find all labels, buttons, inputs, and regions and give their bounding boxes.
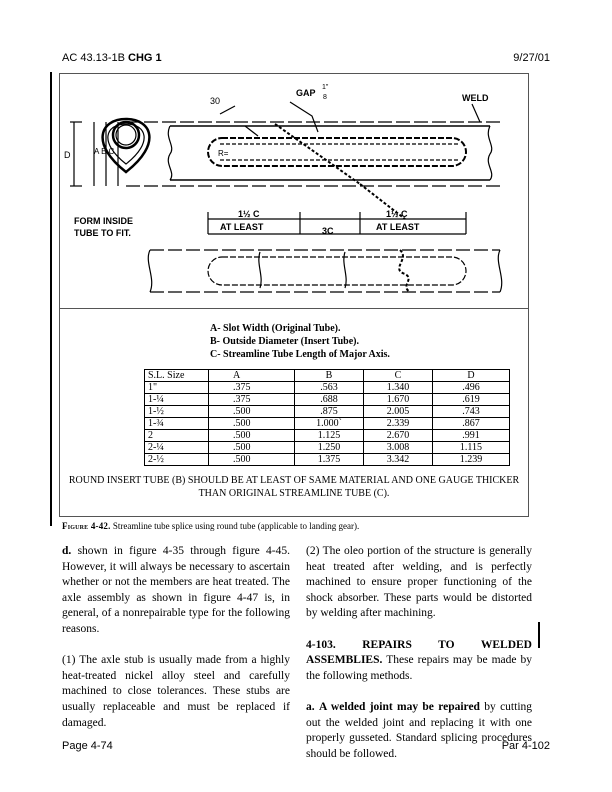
cell-c: 2.005 <box>364 406 433 418</box>
col-header-a: A <box>209 370 295 382</box>
insert-tube-bore <box>116 125 136 145</box>
half-c-right-label: 1½ C <box>386 209 408 219</box>
cell-a: .500 <box>209 442 295 454</box>
at-least-left-label: AT LEAST <box>220 222 264 232</box>
paragraph-d <box>62 544 290 638</box>
cell-size: 2-¼ <box>145 442 209 454</box>
cell-b: .875 <box>295 406 364 418</box>
cell-b: .563 <box>295 382 364 394</box>
cell-d: .743 <box>433 406 510 418</box>
cell-d: 1.239 <box>433 454 510 466</box>
insert-tube-elevation <box>208 138 466 166</box>
table-header-row <box>145 370 510 382</box>
paragraph-1: (1) The axle stub is usually made from a highly heat-treated nickel alloy steel and carefully machined to close tolerances. These stubs are usually replaceable and must be replaced if damaged. <box>62 654 290 729</box>
table-row <box>145 442 510 454</box>
dim-d-label: D <box>64 150 71 160</box>
col-header-d: D <box>433 370 510 382</box>
splice-drawing-svg <box>60 74 528 308</box>
cell-d: .496 <box>433 382 510 394</box>
figure-caption-text: Streamline tube splice using round tube (applicable to landing gear). <box>112 521 360 531</box>
cell-a: .375 <box>209 394 295 406</box>
half-c-left-label: 1½ C <box>238 209 260 219</box>
table-row <box>145 454 510 466</box>
cell-a: .500 <box>209 418 295 430</box>
cell-b: 1.375 <box>295 454 364 466</box>
body-column-left <box>62 544 290 747</box>
header-date: 9/27/01 <box>513 52 550 64</box>
paragraph-d-text: shown in figure 4-35 through figure 4-45. However, it will always be necessary to ascertain whether or not the members are heat treated. The axle assembly as shown in figure 4-47 is, in general, of a nonrepairable type for the following reasons. <box>62 545 291 635</box>
figure-legend <box>210 322 390 361</box>
cell-b: 1.000` <box>295 418 364 430</box>
col-header-size: S.L. Size <box>145 370 209 382</box>
cell-c: 3.342 <box>364 454 433 466</box>
cell-size: 1-½ <box>145 406 209 418</box>
gap-denominator: 8 <box>323 94 327 101</box>
legend-a: A- Slot Width (Original Tube). <box>210 323 341 334</box>
cell-c: 2.339 <box>364 418 433 430</box>
cell-d: .867 <box>433 418 510 430</box>
table-row <box>145 394 510 406</box>
paragraph-2: (2) The oleo portion of the structure is generally heat treated after welding, and is perfectly machined to ensure proper functioning of the shock absorber. These parts would be distorted by welding after machining. <box>306 545 532 620</box>
insert-tube-lower-elevation <box>208 257 466 285</box>
figure-4-42 <box>59 73 529 517</box>
table-row <box>145 382 510 394</box>
footer-page-number: Page 4-74 <box>62 740 113 752</box>
radius-label: R= <box>218 149 229 158</box>
cell-size: 1-¾ <box>145 418 209 430</box>
insert-tube-section <box>113 122 139 148</box>
section-heading: 4-103. REPAIRS TO WELDED ASSEMBLIES. <box>306 638 532 667</box>
gap-label: GAP <box>296 88 316 98</box>
insert-tube-note: ROUND INSERT TUBE (B) SHOULD BE AT LEAST OF SAME MATERIAL AND ONE GAUGE THICKER THAN ORIGINAL STREAMLINE TUBE (C). <box>68 475 520 499</box>
cell-c: 1.670 <box>364 394 433 406</box>
table-row <box>145 418 510 430</box>
three-c-label: 3C <box>322 226 334 236</box>
dim-abc-label: A B C <box>94 147 115 156</box>
legend-b: B- Outside Diameter (Insert Tube). <box>210 336 359 347</box>
paragraph-a <box>306 700 532 762</box>
cell-c: 2.670 <box>364 430 433 442</box>
cell-d: 1.115 <box>433 442 510 454</box>
section-text: These repairs may be made by the following methods. <box>306 654 532 682</box>
section-4-103 <box>306 638 532 685</box>
cell-a: .500 <box>209 454 295 466</box>
splice-drawing <box>60 74 528 309</box>
cell-size: 2 <box>145 430 209 442</box>
figure-caption-label: Figure 4-42. <box>62 521 111 531</box>
cell-size: 2-½ <box>145 454 209 466</box>
table-row <box>145 430 510 442</box>
splice-size-table <box>144 369 510 466</box>
cell-b: .688 <box>295 394 364 406</box>
change-number: CHG 1 <box>128 52 162 64</box>
cell-d: .991 <box>433 430 510 442</box>
gap-value: 1" <box>322 84 329 91</box>
cell-b: 1.250 <box>295 442 364 454</box>
col-header-c: C <box>364 370 433 382</box>
cell-size: 1" <box>145 382 209 394</box>
cell-a: .375 <box>209 382 295 394</box>
body-column-right <box>306 544 532 762</box>
cell-c: 1.340 <box>364 382 433 394</box>
figure-caption <box>62 521 359 531</box>
paragraph-d-label: d. <box>62 545 72 557</box>
paragraph-a-text: by cutting out the welded joint and replacing it with one properly gusseted. Standard splicing procedures should be followed. <box>306 700 533 760</box>
running-header-left <box>62 52 162 64</box>
change-bar-figure <box>50 72 52 526</box>
cell-size: 1-¼ <box>145 394 209 406</box>
paragraph-a-bold: A welded joint may be repaired <box>318 700 480 713</box>
change-bar-section <box>538 622 540 648</box>
cell-c: 3.008 <box>364 442 433 454</box>
table-row <box>145 406 510 418</box>
doc-id: AC 43.13-1B <box>62 52 125 64</box>
angle-label: 30 <box>210 96 221 106</box>
cell-b: 1.125 <box>295 430 364 442</box>
weld-label: WELD <box>462 93 489 103</box>
col-header-b: B <box>295 370 364 382</box>
tube-to-fit-label: TUBE TO FIT. <box>74 228 131 238</box>
cell-a: .500 <box>209 430 295 442</box>
legend-c: C- Streamline Tube Length of Major Axis. <box>210 349 390 360</box>
cell-a: .500 <box>209 406 295 418</box>
at-least-right-label: AT LEAST <box>376 222 420 232</box>
footer-paragraph-ref: Par 4-102 <box>501 740 550 752</box>
paragraph-a-label: a. <box>306 700 315 713</box>
cell-d: .619 <box>433 394 510 406</box>
form-inside-label: FORM INSIDE <box>74 216 134 226</box>
